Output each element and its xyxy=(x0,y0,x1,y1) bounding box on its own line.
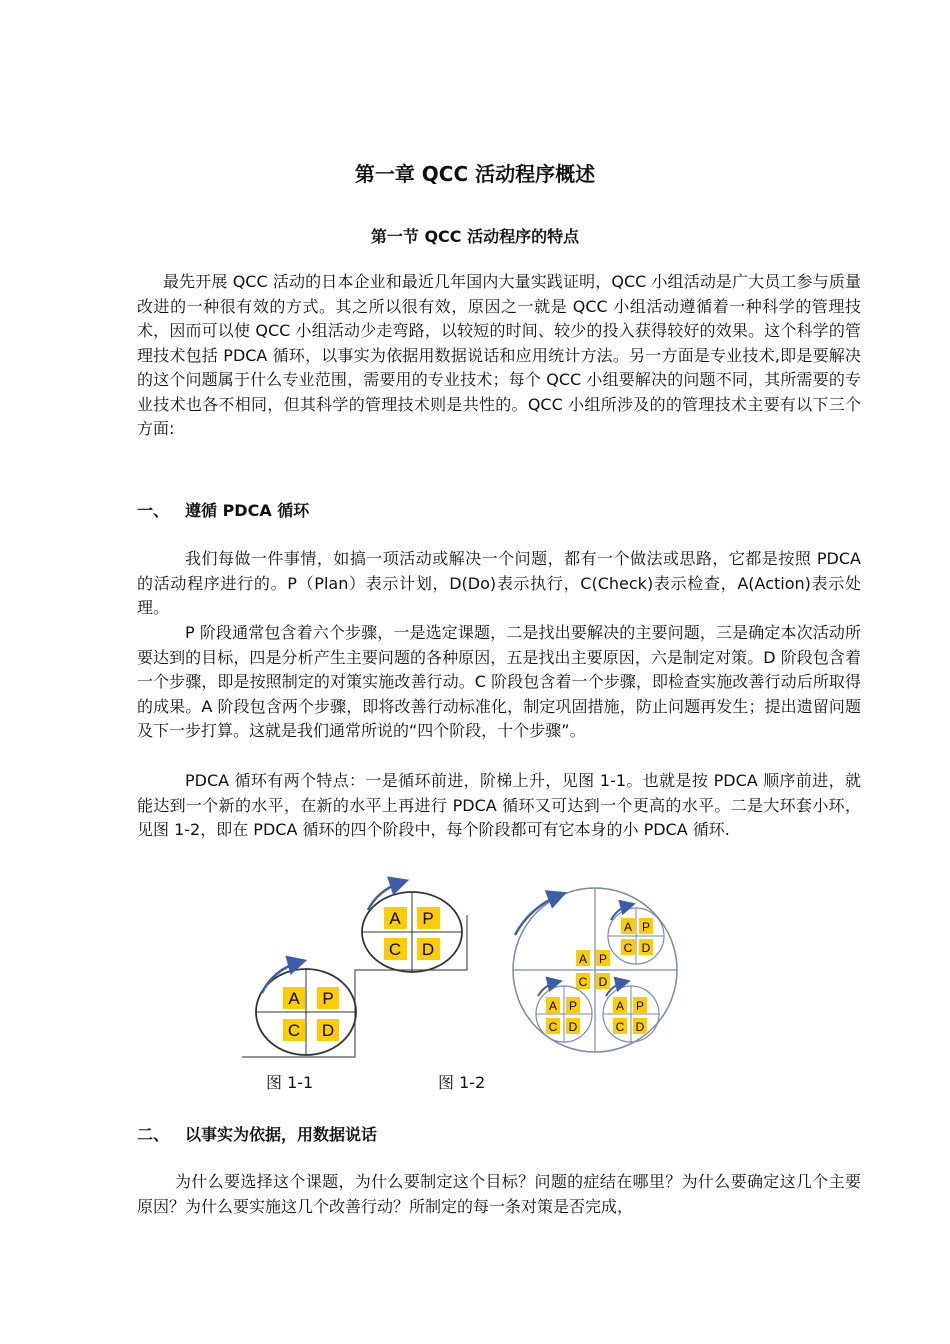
label-p: P xyxy=(641,920,651,934)
label-p: P xyxy=(422,909,434,928)
intro-paragraph: 最先开展 QCC 活动的日本企业和最近几年国内大量实践证明，QCC 小组活动是广大员工参与质量改进的一种很有效的方式。其之所以很有效，原因之一就是 QCC 小组活动遵循着一种科学的管理技术，因而可以使 QCC 小组活动少走弯路，以较短的时间、较少的投入获得较好的效果。这个科学的管理技术包括 PDCA 循环，以事实为依据用数据说话和应用统计方法。另一方面是专业技术,即是要解决的这个问题属于什么专业范围，需要用的专业技术；每个 QCC 小组要解决的问题不同，其所需要的专业技术也各不相同，但其科学的管理技术则是共性的。QCC 小组所涉及的的管理技术主要有以下三个方面: xyxy=(137,272,861,438)
heading-data xyxy=(137,1122,377,1145)
label-a: A xyxy=(578,952,588,966)
label-c: C xyxy=(388,940,402,959)
pdca-paragraph-3: PDCA 循环有两个特点：一是循环前进，阶梯上升，见图 1-1。也就是按 PDCA 顺序前进，就能达到一个新的水平，在新的水平上再进行 PDCA 循环又可达到一个更高的水平。二是大环套小环，见图 1-2，即在 PDCA 循环的四个阶段中，每个阶段都可有它本身的小 PDCA 循环. xyxy=(137,771,861,839)
label-a: A xyxy=(615,999,625,1013)
section-title: 第一节 QCC 活动程序的特点 xyxy=(370,227,580,246)
heading-number: 一、 xyxy=(137,501,170,520)
heading-text: 遵循 PDCA 循环 xyxy=(185,501,310,520)
label-a: A xyxy=(389,909,401,928)
pdca-boxes-lower xyxy=(283,987,339,1041)
label-c: C xyxy=(623,941,633,955)
heading-number: 二、 xyxy=(137,1125,170,1144)
label-d: D xyxy=(635,1020,645,1034)
label-c: C xyxy=(548,1020,558,1034)
label-p: P xyxy=(322,989,334,1008)
label-c: C xyxy=(615,1020,625,1034)
label-p: P xyxy=(635,999,645,1013)
pdca-paragraph-2: P 阶段通常包含着六个步骤，一是选定课题，二是找出要解决的主要问题，三是确定本次活动所要达到的目标，四是分析产生主要问题的各种原因，五是找出主要原因，六是制定对策。D 阶段包含着一个步骤，即是按照制定的对策实施改善行动。C 阶段包含着一个步骤，即检查实施改善行动后所取得的成果。A 阶段包含两个步骤，即将改善行动标准化，制定巩固措施，防止问题再发生；提出遗留问题及下一步打算。这就是我们通常所说的“四个阶段，十个步骤”。 xyxy=(137,623,861,740)
label-a: A xyxy=(548,999,558,1013)
figure-1-1-caption: 图 1-1 xyxy=(266,1073,314,1092)
label-d: D xyxy=(598,975,608,989)
data-paragraph: 为什么要选择这个课题，为什么要制定这个目标？问题的症结在哪里？为什么要确定这几个主要原因？为什么要实施这几个改善行动？所制定的每一条对策是否完成， xyxy=(137,1172,861,1216)
small-pdca-bottom-right xyxy=(603,982,659,1042)
label-a: A xyxy=(623,920,633,934)
pdca-ellipse-upper xyxy=(362,882,462,972)
chapter-title: 第一章 QCC 活动程序概述 xyxy=(354,162,596,186)
label-a: A xyxy=(288,989,300,1008)
label-p: P xyxy=(598,952,608,966)
label-d: D xyxy=(321,1021,335,1040)
label-d: D xyxy=(421,940,435,959)
heading-text: 以事实为依据，用数据说话 xyxy=(185,1125,378,1144)
label-p: P xyxy=(568,999,578,1013)
pdca-paragraph-1: 我们每做一件事情，如搞一项活动或解决一个问题，都有一个做法或思路，它都是按照 PDCA 的活动程序进行的。P（Plan）表示计划，D(Do)表示执行，C(Check)表示检查，A(Action)表示处理。 xyxy=(137,549,861,617)
label-c: C xyxy=(287,1021,301,1040)
figure-1-2-caption: 图 1-2 xyxy=(438,1073,486,1092)
label-c: C xyxy=(578,975,588,989)
stair-line xyxy=(242,915,467,1057)
small-pdca-bottom-left xyxy=(536,982,592,1042)
label-d: D xyxy=(568,1020,578,1034)
label-d: D xyxy=(641,941,651,955)
pdca-ellipse-lower xyxy=(256,962,356,1055)
